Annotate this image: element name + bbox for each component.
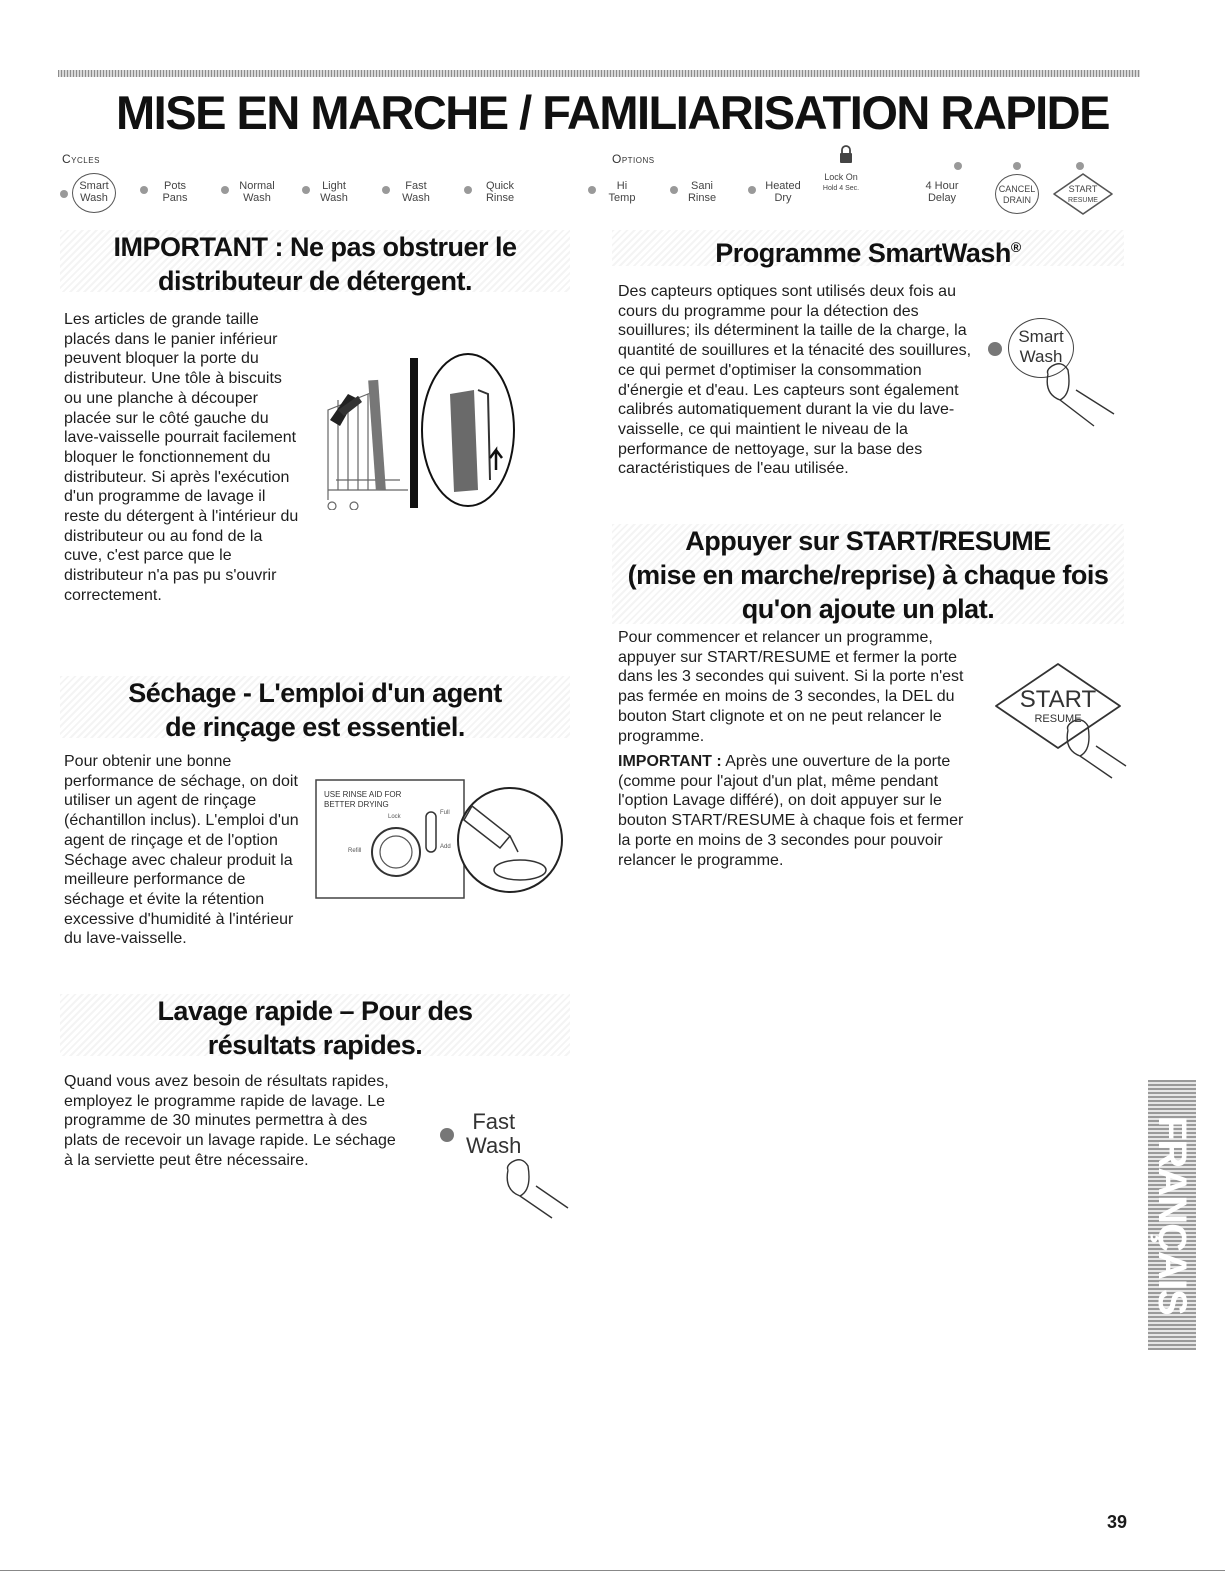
quick-rinse-label-1: Quick (485, 180, 515, 192)
hi-temp-label-2: Temp (608, 192, 636, 204)
lock-icon (838, 144, 854, 164)
start-important-label: IMPORTANT : (618, 753, 722, 770)
important-heading-line1: IMPORTANT : Ne pas obstruer le (113, 232, 517, 262)
normal-wash-led (221, 186, 229, 194)
lock-label-1: Lock On (824, 172, 858, 182)
pots-pans-button[interactable] (152, 180, 198, 204)
lavage-body: Quand vous avez besoin de résultats rapides, employez le programme rapide de lavage. Le programme de 30 minutes permettra à des plats de recevoir un lavage rapide. Le séchage à la serviette peut être nécessaire. (64, 1073, 396, 1169)
important-heading-line2: distributeur de détergent. (157, 266, 473, 296)
light-wash-label-1: Light (322, 180, 346, 192)
quick-rinse-button[interactable] (478, 180, 522, 204)
smartwash-registered-mark: ® (1010, 239, 1021, 255)
sani-rinse-label-1: Sani (690, 180, 714, 192)
pots-pans-label-1: Pots (163, 180, 186, 192)
fast-wash-callout-line1: Fast (472, 1109, 516, 1134)
delay-led (954, 162, 962, 170)
cancel-label-2: DRAIN (1002, 195, 1031, 205)
bottom-rule (0, 1570, 1225, 1571)
sechage-heading (60, 676, 570, 742)
rinse-aid-dispenser-drawing (314, 760, 564, 900)
start-body: Pour commencer et relancer un programme, appuyer sur START/RESUME et fermer la porte dans les 3 secondes qui suivent. Si la porte n'est pas fermée en moins de 3 secondes, la DEL du bouton Start clignote et on ne peut relancer le programme. (618, 629, 964, 745)
normal-wash-label-2: Wash (243, 192, 271, 204)
lock-control[interactable] (808, 172, 874, 194)
lavage-heading-line2: résultats rapides. (207, 1030, 423, 1060)
fast-wash-callout-led (440, 1128, 454, 1142)
smart-wash-callout-led (988, 342, 1002, 356)
fast-wash-led (382, 186, 390, 194)
sani-rinse-led (670, 186, 678, 194)
dispenser-caption (324, 790, 401, 810)
delay-label-1: 4 Hour (925, 180, 959, 192)
heated-dry-button[interactable] (760, 180, 806, 204)
pots-pans-led (140, 186, 148, 194)
dishrack-illustration (318, 350, 518, 510)
start-label-1: START (1068, 184, 1098, 194)
lock-label-2: Hold 4 Sec. (822, 185, 860, 192)
sechage-heading-line1: Séchage - L'emploi d'un agent (128, 678, 502, 708)
finger-icon (1042, 354, 1118, 430)
important-heading (60, 230, 570, 296)
lavage-heading (60, 994, 570, 1060)
fast-wash-label-2: Wash (402, 192, 430, 204)
pots-pans-label-2: Pans (162, 192, 188, 204)
smartwash-heading-text: Programme SmartWash (715, 238, 1011, 268)
normal-wash-label-1: Normal (239, 180, 275, 192)
start-callout-line2: RESUME (1034, 713, 1082, 725)
start-callout-line1: START (1019, 686, 1097, 713)
dispenser-caption-line1: USE RINSE AID FOR (324, 790, 402, 799)
smart-wash-button[interactable] (72, 173, 116, 213)
dispenser-lock-label: Lock (388, 814, 401, 820)
fast-wash-callout (436, 1110, 576, 1220)
cancel-led (1013, 162, 1021, 170)
cycles-label: Cycles (62, 152, 100, 166)
sechage-heading-line2: de rinçage est essentiel. (165, 712, 465, 742)
light-wash-button[interactable] (314, 180, 354, 204)
dispenser-caption-line2: BETTER DRYING (324, 800, 389, 809)
start-resume-button[interactable] (1052, 172, 1114, 216)
start-callout-text (992, 688, 1124, 726)
smart-wash-callout-line2: Wash (1019, 347, 1063, 366)
rinse-aid-dispenser-illustration (314, 760, 564, 900)
start-button-text (1052, 184, 1114, 206)
delay-label-2: Delay (927, 192, 957, 204)
hi-temp-button[interactable] (602, 180, 642, 204)
start-heading-line1: Appuyer sur START/RESUME (685, 526, 1051, 556)
page-number: 39 (1106, 1512, 1127, 1532)
hi-temp-label-1: Hi (616, 180, 628, 192)
hi-temp-led (588, 186, 596, 194)
smartwash-body: Des capteurs optiques sont utilisés deux fois au cours du programme pour la détection des souillures; ils déterminent la taille de la charge, la quantité de souillures et la ténacité des souillures, ce qui permet d'optimiser la consommation d'énergie et d'eau. Les capteurs sont également calibrés automatiquement durant la vie du lave-vaisselle, ce qui maintient le niveau de la performance de nettoyage, sur la base des caractéristiques de l'eau utilisée. (618, 283, 972, 478)
start-led (1076, 162, 1084, 170)
smart-wash-callout (982, 318, 1122, 438)
light-wash-led (302, 186, 310, 194)
important-body: Les articles de grande taille placés dans le panier inférieur peuvent bloquer la porte du distributeur. Une tôle à biscuits ou une planche à découper placée sur le côté gauche du lave-vaisselle pourrait facilement bloquer le fonctionnement du distributeur. Si après l'exécution d'un programme de lavage il reste du détergent à l'intérieur du distributeur ou au fond de la cuve, c'est parce que le distributeur n'a pas pu s'ouvrir correctement. (64, 311, 299, 604)
start-heading (612, 524, 1124, 624)
dispenser-add-label: Add (440, 844, 451, 850)
light-wash-label-2: Wash (320, 192, 348, 204)
dispenser-full-label: Full (440, 810, 450, 816)
smart-wash-callout-line1: Smart (1018, 327, 1064, 346)
start-heading-line2: (mise en marche/reprise) à chaque fois (627, 560, 1109, 590)
heated-dry-label-1: Heated (765, 180, 801, 192)
smart-wash-led (60, 190, 68, 198)
smartwash-heading (612, 230, 1124, 266)
start-important (618, 752, 980, 870)
quick-rinse-led (464, 186, 472, 194)
fast-wash-callout-line2: Wash (466, 1133, 522, 1158)
dispenser-refill-label: Refill (348, 848, 362, 854)
finger-icon (502, 1150, 572, 1220)
page-title: MISE EN MARCHE / FAMILIARISATION RAPIDE (116, 86, 1109, 139)
fast-wash-label-1: Fast (405, 180, 427, 192)
control-panel (0, 170, 1225, 220)
top-rule (58, 70, 1140, 77)
sechage-body: Pour obtenir une bonne performance de séchage, on doit utiliser un agent de rinçage (échantillon inclus). L'emploi d'un agent de rinçage et de l'option Séchage avec chaleur produit la meilleure performance de séchage et évite la rétention excessive d'humidité à l'intérieur du lave-vaisselle. (64, 753, 299, 948)
smart-wash-label-2: Wash (80, 192, 108, 204)
normal-wash-button[interactable] (232, 180, 282, 204)
start-resume-callout (992, 660, 1128, 790)
sani-rinse-label-2: Rinse (687, 192, 717, 204)
language-side-tab: FRANÇAIS (1148, 1080, 1196, 1350)
quick-rinse-label-2: Rinse (485, 192, 515, 204)
cancel-drain-button[interactable] (995, 174, 1039, 214)
cancel-label-1: CANCEL (998, 184, 1036, 194)
fast-wash-button[interactable] (396, 180, 436, 204)
smart-wash-label-1: Smart (79, 180, 109, 192)
heated-dry-label-2: Dry (774, 192, 792, 204)
start-heading-line3: qu'on ajoute un plat. (741, 594, 995, 624)
start-label-2: RESUME (1068, 197, 1098, 204)
options-label: Options (612, 152, 655, 166)
delay-button[interactable] (912, 180, 972, 204)
sani-rinse-button[interactable] (682, 180, 722, 204)
lavage-heading-line1: Lavage rapide – Pour des (157, 996, 473, 1026)
start-important-body: Après une ouverture de la porte (comme pour l'ajout d'un plat, même pendant l'option Lavage différé), on doit appuyer sur le bouton START/RESUME à chaque fois et fermer la porte en moins de 3 secondes pour pouvoir relancer le programme. (618, 753, 964, 869)
heated-dry-led (748, 186, 756, 194)
